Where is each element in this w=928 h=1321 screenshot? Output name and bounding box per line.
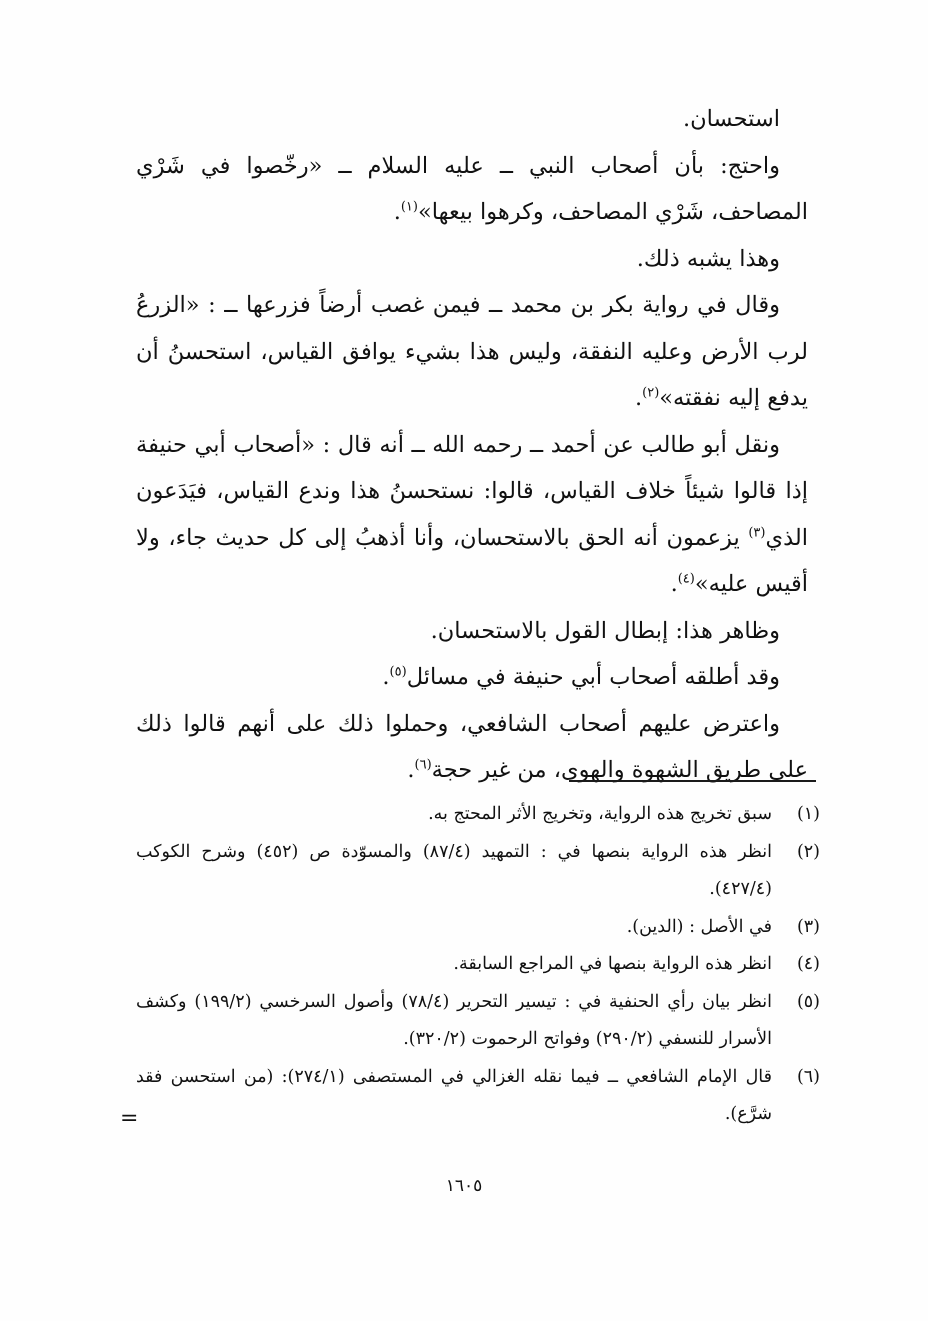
paragraph-4 [136,282,808,422]
paragraph-end: . [382,664,390,690]
paragraph-end: . [670,571,678,597]
paragraph-end: . [407,757,415,783]
paragraph-end: . [393,199,401,225]
footnote-separator [569,780,816,782]
paragraph-7 [136,654,808,701]
footnote-number: (٤) [796,954,820,974]
paragraph-text: وظاهر هذا: إبطال القول بالاستحسان. [430,617,780,644]
footnote-ref: (٣) [748,525,766,540]
footnotes [136,796,820,1134]
footnote-text: انظر هذه الرواية بنصها في المراجع السابقة. [453,954,772,974]
footnote-text: قال الإمام الشافعي ــ فيما نقله الغزالي في المستصفى (٢٧٤/١): (من استحسن فقد شرَّع). [136,1066,772,1124]
footnote-text: انظر هذه الرواية بنصها في : التمهيد (٨٧/٤) والمسوّدة ص (٤٥٢) وشرح الكوكب (٤٢٧/٤). [136,841,772,899]
paragraph-text-continued: يزعمون أنه الحق بالاستحسان، وأنا أذهبُ إلى كل حديث جاء، ولا أقيس عليه» [136,524,808,597]
paragraph-3 [136,236,808,283]
paragraph-2 [136,143,808,236]
footnote-ref: (١) [400,199,418,215]
footnote-number: (٣) [796,916,820,937]
paragraph-text: واعترض عليهم أصحاب الشافعي، وحملوا ذلك على أنهم قالوا ذلك على طريق الشهوة والهوى، من غير حجة [136,710,808,783]
footnote-number: (٢) [796,841,820,862]
paragraph-text: وقال في رواية بكر بن محمد ــ فيمن غصب أرضاً فزرعها ــ : «الزرعُ لرب الأرض وعليه النفقة، وليس هذا بشيء يوافق القياس، استحسنُ أن يدفع إليه نفقته» [136,292,808,411]
footnote-ref: (٥) [389,664,407,680]
paragraph-end: . [634,385,643,411]
footnote-2 [136,834,820,909]
footnote-number: (٥) [796,991,820,1012]
footnote-number: (١) [796,804,820,824]
footnote-3 [136,909,820,947]
continuation-mark: = [120,1106,139,1131]
footnote-ref: (٤) [677,571,695,587]
footnote-text: في الأصل : (الدين). [626,916,772,937]
paragraph-5 [136,422,808,608]
paragraph-6 [136,608,808,655]
footnote-ref: (٢) [642,385,660,401]
footnote-1 [136,796,820,834]
paragraph-text: استحسان. [682,106,780,132]
page-number: ١٦٠٥ [445,1176,483,1196]
paragraph-text: ونقل أبو طالب عن أحمد ــ رحمه الله ــ أنه قال : «أصحاب أبي حنيفة إذا قالوا شيئاً خلاف القياس، قالوا: نستحسنُ هذا وندع القياس، فيَدَعون الذي [136,431,808,551]
paragraph-text: وقد أطلقه أصحاب أبي حنيفة في مسائل [406,664,780,690]
footnote-text: سبق تخريج هذه الرواية، وتخريج الأثر المحتج به. [428,804,772,824]
footnote-number: (٦) [796,1066,820,1087]
footnote-text: انظر بيان رأي الحنفية في : تيسير التحرير (٧٨/٤) وأصول السرخسي (١٩٩/٢) وكشف الأسرار للنسفي (٢٩٠/٢) وفواتح الرحموت (٣٢٠/٢). [136,991,773,1049]
paragraph-text: واحتج: بأن أصحاب النبي ــ عليه السلام ــ «رخّصوا في شَرْي المصاحف، شَرْي المصاحف، وكرهوا بيعها» [136,152,808,225]
main-text [136,96,808,794]
footnote-ref: (٦) [414,757,432,773]
paragraph-text: وهذا يشبه ذلك. [636,245,780,272]
footnote-6 [136,1059,820,1134]
footnote-5 [136,984,820,1059]
paragraph-1 [136,96,808,143]
footnote-4 [136,946,820,984]
